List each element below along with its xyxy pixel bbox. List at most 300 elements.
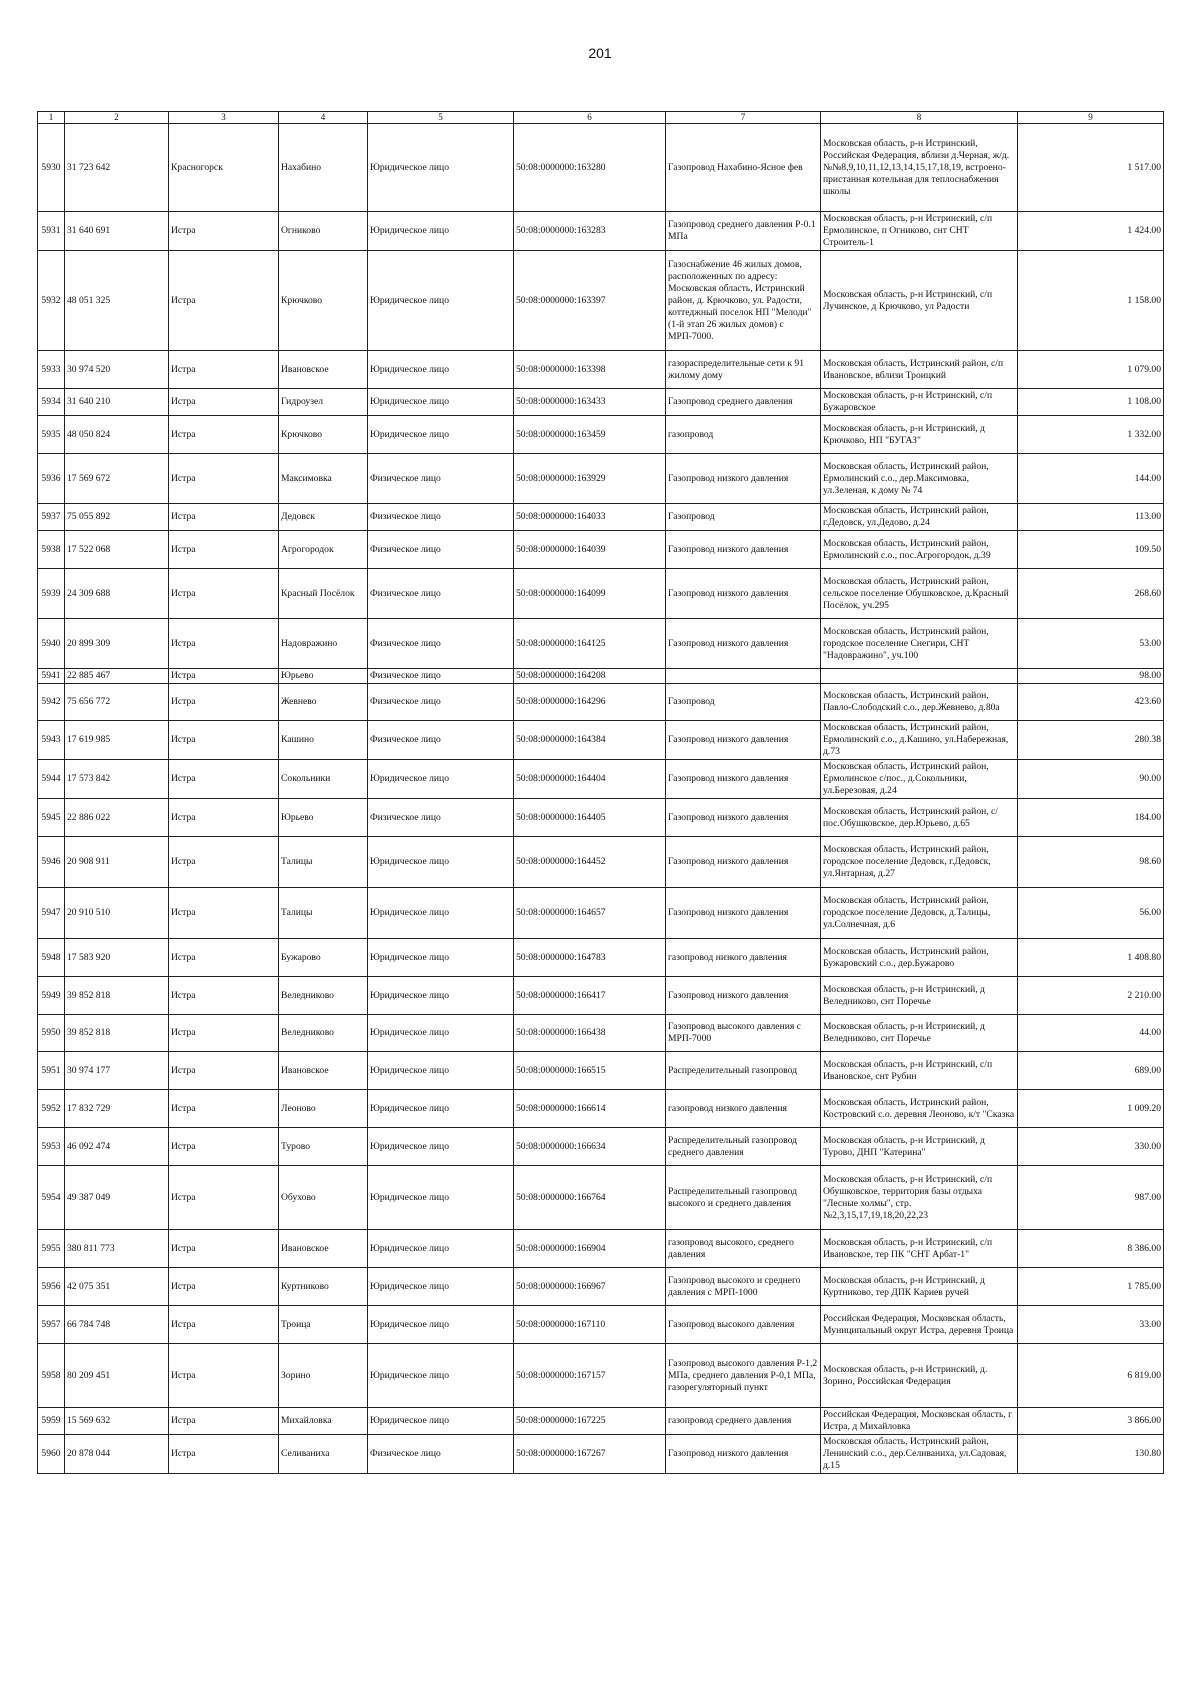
locality-cell: Ивановское [279, 1230, 368, 1268]
district-cell: Истра [169, 504, 279, 531]
address-cell [821, 669, 1018, 684]
district-cell: Истра [169, 1166, 279, 1230]
district-cell: Истра [169, 1090, 279, 1128]
row-number-cell: 5951 [38, 1052, 65, 1090]
length-cell: 423.60 [1018, 684, 1164, 721]
length-cell: 6 819.00 [1018, 1344, 1164, 1408]
row-number-cell: 5942 [38, 684, 65, 721]
length-cell: 33.00 [1018, 1306, 1164, 1344]
owner-type-cell: Физическое лицо [368, 721, 514, 760]
code-cell: 20 878 044 [65, 1435, 169, 1474]
row-number-cell: 5938 [38, 531, 65, 569]
length-cell: 184.00 [1018, 799, 1164, 837]
row-number-cell: 5949 [38, 977, 65, 1015]
locality-cell: Леоново [279, 1090, 368, 1128]
district-cell: Истра [169, 531, 279, 569]
owner-type-cell: Юридическое лицо [368, 351, 514, 389]
owner-type-cell: Юридическое лицо [368, 939, 514, 977]
owner-type-cell: Юридическое лицо [368, 1052, 514, 1090]
locality-cell: Обухово [279, 1166, 368, 1230]
table-row [38, 1090, 1164, 1128]
object-name-cell: газопровод [666, 416, 821, 454]
locality-cell: Надовражино [279, 619, 368, 669]
address-cell: Московская область, р-н Истринский, д Крючково, НП "БУГАЗ" [821, 416, 1018, 454]
cadastral-number-cell: 50:08:0000000:164657 [514, 888, 666, 939]
table-row [38, 351, 1164, 389]
object-name-cell: Газопровод низкого давления [666, 721, 821, 760]
code-cell: 30 974 177 [65, 1052, 169, 1090]
locality-cell: Зорино [279, 1344, 368, 1408]
length-cell: 1 424.00 [1018, 212, 1164, 251]
locality-cell: Селиваниха [279, 1435, 368, 1474]
length-cell: 113.00 [1018, 504, 1164, 531]
address-cell: Московская область, Истринский район, Павло-Слободский с.о., дер.Жевнево, д.80а [821, 684, 1018, 721]
table-row [38, 124, 1164, 212]
object-name-cell: Газопровод низкого давления [666, 837, 821, 888]
row-number-cell: 5943 [38, 721, 65, 760]
table-row [38, 251, 1164, 351]
locality-cell: Нахабино [279, 124, 368, 212]
length-cell: 1 332.00 [1018, 416, 1164, 454]
locality-cell: Дедовск [279, 504, 368, 531]
code-cell: 20 910 510 [65, 888, 169, 939]
row-number-cell: 5952 [38, 1090, 65, 1128]
cadastral-number-cell: 50:08:0000000:164452 [514, 837, 666, 888]
object-name-cell: Газопровод высокого давления с МРП-7000 [666, 1015, 821, 1052]
district-cell: Истра [169, 1230, 279, 1268]
header-row [38, 112, 1164, 124]
cadastral-number-cell: 50:08:0000000:164033 [514, 504, 666, 531]
object-name-cell: Газопровод [666, 504, 821, 531]
row-number-cell: 5948 [38, 939, 65, 977]
district-cell: Истра [169, 888, 279, 939]
cadastral-number-cell: 50:08:0000000:164296 [514, 684, 666, 721]
length-cell: 90.00 [1018, 760, 1164, 799]
cadastral-number-cell: 50:08:0000000:166515 [514, 1052, 666, 1090]
district-cell: Истра [169, 389, 279, 416]
locality-cell: Юрьево [279, 799, 368, 837]
district-cell: Истра [169, 1435, 279, 1474]
table-row [38, 389, 1164, 416]
length-cell: 1 785.00 [1018, 1268, 1164, 1306]
object-name-cell: Распределительный газопровод среднего давления [666, 1128, 821, 1166]
object-name-cell: Газопровод низкого давления [666, 888, 821, 939]
row-number-cell: 5958 [38, 1344, 65, 1408]
object-name-cell: Газопровод высокого давления [666, 1306, 821, 1344]
district-cell: Истра [169, 212, 279, 251]
cadastral-number-cell: 50:08:0000000:164783 [514, 939, 666, 977]
locality-cell: Турово [279, 1128, 368, 1166]
object-name-cell: Газопровод низкого давления [666, 799, 821, 837]
object-name-cell: Распределительный газопровод [666, 1052, 821, 1090]
owner-type-cell: Юридическое лицо [368, 1344, 514, 1408]
address-cell: Московская область, р-н Истринский, с/п Лучинское, д Крючково, ул Радости [821, 251, 1018, 351]
cadastral-number-cell: 50:08:0000000:166967 [514, 1268, 666, 1306]
length-cell: 280.38 [1018, 721, 1164, 760]
owner-type-cell: Юридическое лицо [368, 1408, 514, 1435]
table-row [38, 504, 1164, 531]
address-cell: Московская область, Истринский район, Костровский с.о. деревня Леоново, к/т "Сказка [821, 1090, 1018, 1128]
row-number-cell: 5960 [38, 1435, 65, 1474]
owner-type-cell: Юридическое лицо [368, 251, 514, 351]
row-number-cell: 5931 [38, 212, 65, 251]
owner-type-cell: Юридическое лицо [368, 1128, 514, 1166]
locality-cell: Красный Посёлок [279, 569, 368, 619]
row-number-cell: 5953 [38, 1128, 65, 1166]
object-name-cell: Газопровод высокого давления Р-1,2 МПа, среднего давления Р-0,1 МПа, газорегуляторный пункт [666, 1344, 821, 1408]
length-cell: 98.00 [1018, 669, 1164, 684]
table-row [38, 1306, 1164, 1344]
address-cell: Московская область, Истринский район, г.Дедовск, ул.Дедово, д.24 [821, 504, 1018, 531]
locality-cell: Огниково [279, 212, 368, 251]
owner-type-cell: Юридическое лицо [368, 837, 514, 888]
address-cell: Московская область, Истринский район, городское поселение Дедовск, г.Дедовск, ул.Янтарная, д.27 [821, 837, 1018, 888]
locality-cell: Крючково [279, 251, 368, 351]
row-number-cell: 5957 [38, 1306, 65, 1344]
district-cell: Истра [169, 251, 279, 351]
district-cell: Истра [169, 1408, 279, 1435]
length-cell: 268.60 [1018, 569, 1164, 619]
owner-type-cell: Физическое лицо [368, 569, 514, 619]
owner-type-cell: Юридическое лицо [368, 1166, 514, 1230]
table-row [38, 837, 1164, 888]
code-cell: 17 583 920 [65, 939, 169, 977]
length-cell: 130.80 [1018, 1435, 1164, 1474]
cadastral-number-cell: 50:08:0000000:163433 [514, 389, 666, 416]
locality-cell: Куртниково [279, 1268, 368, 1306]
object-name-cell: Газоснабжение 46 жилых домов, расположенных по адресу: Московская область, Истринский район, д. Крючково, ул. Радости, коттеджный поселок НП "Мелоди" (1-й этап 26 жилых домов) с МРП-7000. [666, 251, 821, 351]
object-name-cell: Газопровод низкого давления [666, 531, 821, 569]
district-cell: Истра [169, 1344, 279, 1408]
table-row [38, 531, 1164, 569]
cadastral-number-cell: 50:08:0000000:163397 [514, 251, 666, 351]
address-cell: Московская область, р-н Истринский, д Турово, ДНП "Катерина" [821, 1128, 1018, 1166]
address-cell: Московская область, Истринский район, Ермолинский с.о., пос.Агрогородок, д.39 [821, 531, 1018, 569]
table-row [38, 888, 1164, 939]
row-number-cell: 5940 [38, 619, 65, 669]
length-cell: 1 517.00 [1018, 124, 1164, 212]
length-cell: 53.00 [1018, 619, 1164, 669]
code-cell: 22 885 467 [65, 669, 169, 684]
cadastral-number-cell: 50:08:0000000:163283 [514, 212, 666, 251]
table-header [38, 112, 1164, 124]
cadastral-number-cell: 50:08:0000000:166634 [514, 1128, 666, 1166]
table-row [38, 1015, 1164, 1052]
code-cell: 17 832 729 [65, 1090, 169, 1128]
owner-type-cell: Физическое лицо [368, 684, 514, 721]
address-cell: Московская область, Истринский район, Ермолинский с.о., д.Кашино, ул.Набережная, д.73 [821, 721, 1018, 760]
code-cell: 75 656 772 [65, 684, 169, 721]
table-row [38, 619, 1164, 669]
row-number-cell: 5945 [38, 799, 65, 837]
object-name-cell: Газопровод низкого давления [666, 569, 821, 619]
address-cell: Московская область, р-н Истринский, с/п Ивановское, тер ПК "СНТ Арбат-1" [821, 1230, 1018, 1268]
length-cell: 56.00 [1018, 888, 1164, 939]
table-row [38, 454, 1164, 504]
owner-type-cell: Юридическое лицо [368, 389, 514, 416]
locality-cell: Бужарово [279, 939, 368, 977]
address-cell: Московская область, р-н Истринский, Российская Федерация, вблизи д.Черная, ж/д. №№8,9,10,11,12,13,14,15,17,18,19, встроено-пристанная котельная для теплоснабжения школы [821, 124, 1018, 212]
table-row [38, 416, 1164, 454]
object-name-cell: Газопровод низкого давления [666, 619, 821, 669]
object-name-cell: Газопровод низкого давления [666, 977, 821, 1015]
table-row [38, 569, 1164, 619]
table-row [38, 1435, 1164, 1474]
owner-type-cell: Юридическое лицо [368, 888, 514, 939]
row-number-cell: 5950 [38, 1015, 65, 1052]
cadastral-number-cell: 50:08:0000000:163398 [514, 351, 666, 389]
row-number-cell: 5941 [38, 669, 65, 684]
length-cell: 3 866.00 [1018, 1408, 1164, 1435]
code-cell: 20 908 911 [65, 837, 169, 888]
table-row [38, 212, 1164, 251]
district-cell: Истра [169, 1015, 279, 1052]
code-cell: 39 852 818 [65, 1015, 169, 1052]
code-cell: 46 092 474 [65, 1128, 169, 1166]
table-row [38, 669, 1164, 684]
address-cell: Московская область, Истринский район, Ермолинское с/пос., д.Сокольники, ул.Березовая, д.24 [821, 760, 1018, 799]
code-cell: 22 886 022 [65, 799, 169, 837]
cadastral-number-cell: 50:08:0000000:164405 [514, 799, 666, 837]
cadastral-number-cell: 50:08:0000000:166904 [514, 1230, 666, 1268]
object-name-cell: Газопровод низкого давления [666, 760, 821, 799]
row-number-cell: 5934 [38, 389, 65, 416]
cadastral-number-cell: 50:08:0000000:164125 [514, 619, 666, 669]
address-cell: Московская область, р-н Истринский, д Куртниково, тер ДПК Кариев ручей [821, 1268, 1018, 1306]
length-cell: 144.00 [1018, 454, 1164, 504]
code-cell: 48 051 325 [65, 251, 169, 351]
row-number-cell: 5955 [38, 1230, 65, 1268]
row-number-cell: 5933 [38, 351, 65, 389]
address-cell: Московская область, Истринский район, Бужаровский с.о., дер.Бужарово [821, 939, 1018, 977]
owner-type-cell: Физическое лицо [368, 799, 514, 837]
code-cell: 20 899 309 [65, 619, 169, 669]
district-cell: Истра [169, 760, 279, 799]
code-cell: 31 723 642 [65, 124, 169, 212]
column-header: 8 [821, 112, 1018, 124]
object-name-cell: Газопровод среднего давления Р-0.1 МПа [666, 212, 821, 251]
length-cell: 2 210.00 [1018, 977, 1164, 1015]
cadastral-number-cell: 50:08:0000000:167267 [514, 1435, 666, 1474]
locality-cell: Ивановское [279, 351, 368, 389]
length-cell: 1 408.80 [1018, 939, 1164, 977]
table-row [38, 1052, 1164, 1090]
cadastral-number-cell: 50:08:0000000:166764 [514, 1166, 666, 1230]
object-name-cell: Распределительный газопровод высокого и среднего давления [666, 1166, 821, 1230]
district-cell: Красногорск [169, 124, 279, 212]
code-cell: 17 619 985 [65, 721, 169, 760]
owner-type-cell: Юридическое лицо [368, 977, 514, 1015]
row-number-cell: 5936 [38, 454, 65, 504]
row-number-cell: 5956 [38, 1268, 65, 1306]
locality-cell: Михайловка [279, 1408, 368, 1435]
locality-cell: Юрьево [279, 669, 368, 684]
district-cell: Истра [169, 351, 279, 389]
row-number-cell: 5939 [38, 569, 65, 619]
owner-type-cell: Физическое лицо [368, 454, 514, 504]
table-row [38, 1166, 1164, 1230]
column-header: 5 [368, 112, 514, 124]
cadastral-number-cell: 50:08:0000000:164039 [514, 531, 666, 569]
length-cell: 1 079.00 [1018, 351, 1164, 389]
cadastral-number-cell: 50:08:0000000:163929 [514, 454, 666, 504]
row-number-cell: 5930 [38, 124, 65, 212]
code-cell: 380 811 773 [65, 1230, 169, 1268]
object-name-cell: Газопровод Нахабино-Ясное фев [666, 124, 821, 212]
owner-type-cell: Физическое лицо [368, 669, 514, 684]
owner-type-cell: Юридическое лицо [368, 1230, 514, 1268]
object-name-cell: Газопровод низкого давления [666, 454, 821, 504]
object-name-cell: газопровод высокого, среднего давления [666, 1230, 821, 1268]
address-cell: Московская область, р-н Истринский, д Веледниково, снт Поречье [821, 977, 1018, 1015]
cadastral-number-cell: 50:08:0000000:163459 [514, 416, 666, 454]
owner-type-cell: Физическое лицо [368, 619, 514, 669]
code-cell: 30 974 520 [65, 351, 169, 389]
table-row [38, 1408, 1164, 1435]
code-cell: 48 050 824 [65, 416, 169, 454]
address-cell: Московская область, Истринский район, с/п Ивановское, вблизи Троицкий [821, 351, 1018, 389]
locality-cell: Сокольники [279, 760, 368, 799]
object-name-cell: газопровод среднего давления [666, 1408, 821, 1435]
address-cell: Российская Федерация, Московская область, Муниципальный округ Истра, деревня Троица [821, 1306, 1018, 1344]
table-row [38, 799, 1164, 837]
address-cell: Московская область, Истринский район, городское поселение Дедовск, д.Талицы, ул.Солнечная, д.6 [821, 888, 1018, 939]
address-cell: Московская область, Истринский район, с/пос.Обушковское, дер.Юрьево, д.65 [821, 799, 1018, 837]
column-header: 4 [279, 112, 368, 124]
cadastral-number-cell: 50:08:0000000:167157 [514, 1344, 666, 1408]
locality-cell: Веледниково [279, 977, 368, 1015]
row-number-cell: 5937 [38, 504, 65, 531]
owner-type-cell: Юридическое лицо [368, 1090, 514, 1128]
cadastral-number-cell: 50:08:0000000:164384 [514, 721, 666, 760]
district-cell: Истра [169, 837, 279, 888]
address-cell: Московская область, Истринский район, Ленинский с.о., дер.Селиваниха, ул.Садовая, д.15 [821, 1435, 1018, 1474]
code-cell: 75 055 892 [65, 504, 169, 531]
cadastral-number-cell: 50:08:0000000:164404 [514, 760, 666, 799]
locality-cell: Талицы [279, 888, 368, 939]
registry-table [37, 111, 1164, 1474]
district-cell: Истра [169, 1306, 279, 1344]
locality-cell: Веледниково [279, 1015, 368, 1052]
page-number: 201 [588, 45, 612, 61]
owner-type-cell: Юридическое лицо [368, 1015, 514, 1052]
cadastral-number-cell: 50:08:0000000:166417 [514, 977, 666, 1015]
object-name-cell: газопровод низкого давления [666, 1090, 821, 1128]
length-cell: 8 386.00 [1018, 1230, 1164, 1268]
code-cell: 42 075 351 [65, 1268, 169, 1306]
locality-cell: Гидроузел [279, 389, 368, 416]
column-header: 3 [169, 112, 279, 124]
table-row [38, 939, 1164, 977]
code-cell: 49 387 049 [65, 1166, 169, 1230]
code-cell: 17 569 672 [65, 454, 169, 504]
code-cell: 80 209 451 [65, 1344, 169, 1408]
address-cell: Московская область, Истринский район, Ермолинский с.о., дер.Максимовка, ул.Зеленая, к дому № 74 [821, 454, 1018, 504]
table-row [38, 977, 1164, 1015]
object-name-cell: газораспределительные сети к 91 жилому дому [666, 351, 821, 389]
cadastral-number-cell: 50:08:0000000:166614 [514, 1090, 666, 1128]
owner-type-cell: Физическое лицо [368, 531, 514, 569]
code-cell: 24 309 688 [65, 569, 169, 619]
column-header: 6 [514, 112, 666, 124]
address-cell: Московская область, Истринский район, сельское поселение Обушковское, д.Красный Посёлок, уч.295 [821, 569, 1018, 619]
length-cell: 1 108.00 [1018, 389, 1164, 416]
district-cell: Истра [169, 977, 279, 1015]
length-cell: 330.00 [1018, 1128, 1164, 1166]
owner-type-cell: Юридическое лицо [368, 1306, 514, 1344]
object-name-cell: Газопровод низкого давления [666, 1435, 821, 1474]
cadastral-number-cell: 50:08:0000000:167225 [514, 1408, 666, 1435]
table-row [38, 721, 1164, 760]
row-number-cell: 5944 [38, 760, 65, 799]
cadastral-number-cell: 50:08:0000000:163280 [514, 124, 666, 212]
code-cell: 39 852 818 [65, 977, 169, 1015]
code-cell: 17 522 068 [65, 531, 169, 569]
table-row [38, 1344, 1164, 1408]
cadastral-number-cell: 50:08:0000000:164208 [514, 669, 666, 684]
district-cell: Истра [169, 799, 279, 837]
table-body [38, 124, 1164, 1474]
object-name-cell: Газопровод [666, 684, 821, 721]
column-header: 2 [65, 112, 169, 124]
code-cell: 31 640 210 [65, 389, 169, 416]
owner-type-cell: Юридическое лицо [368, 760, 514, 799]
address-cell: Московская область, р-н Истринский, с/п Ермолинское, п Огниково, снт СНТ Строитель-1 [821, 212, 1018, 251]
length-cell: 1 009.20 [1018, 1090, 1164, 1128]
table-row [38, 1268, 1164, 1306]
table-row [38, 1230, 1164, 1268]
district-cell: Истра [169, 1128, 279, 1166]
district-cell: Истра [169, 939, 279, 977]
column-header: 9 [1018, 112, 1164, 124]
district-cell: Истра [169, 1052, 279, 1090]
length-cell: 109.50 [1018, 531, 1164, 569]
object-name-cell: Газопровод высокого и среднего давления с МРП-1000 [666, 1268, 821, 1306]
address-cell: Московская область, р-н Истринский, д. Зорино, Российская Федерация [821, 1344, 1018, 1408]
table-row [38, 684, 1164, 721]
cadastral-number-cell: 50:08:0000000:167110 [514, 1306, 666, 1344]
owner-type-cell: Физическое лицо [368, 504, 514, 531]
address-cell: Московская область, р-н Истринский, с/п Ивановское, снт Рубин [821, 1052, 1018, 1090]
owner-type-cell: Юридическое лицо [368, 1268, 514, 1306]
district-cell: Истра [169, 721, 279, 760]
address-cell: Московская область, Истринский район, городское поселение Снегири, СНТ "Надовражино", уч.100 [821, 619, 1018, 669]
address-cell: Московская область, р-н Истринский, д Веледниково, снт Поречье [821, 1015, 1018, 1052]
row-number-cell: 5954 [38, 1166, 65, 1230]
district-cell: Истра [169, 669, 279, 684]
district-cell: Истра [169, 416, 279, 454]
length-cell: 44.00 [1018, 1015, 1164, 1052]
object-name-cell: газопровод низкого давления [666, 939, 821, 977]
owner-type-cell: Юридическое лицо [368, 124, 514, 212]
row-number-cell: 5947 [38, 888, 65, 939]
column-header: 7 [666, 112, 821, 124]
address-cell: Московская область, р-н Истринский, с/п Бужаровское [821, 389, 1018, 416]
column-header: 1 [38, 112, 65, 124]
locality-cell: Максимовка [279, 454, 368, 504]
row-number-cell: 5935 [38, 416, 65, 454]
cadastral-number-cell: 50:08:0000000:164099 [514, 569, 666, 619]
locality-cell: Жевнево [279, 684, 368, 721]
locality-cell: Троица [279, 1306, 368, 1344]
object-name-cell [666, 669, 821, 684]
code-cell: 66 784 748 [65, 1306, 169, 1344]
cadastral-number-cell: 50:08:0000000:166438 [514, 1015, 666, 1052]
length-cell: 987.00 [1018, 1166, 1164, 1230]
district-cell: Истра [169, 619, 279, 669]
length-cell: 689.00 [1018, 1052, 1164, 1090]
district-cell: Истра [169, 684, 279, 721]
